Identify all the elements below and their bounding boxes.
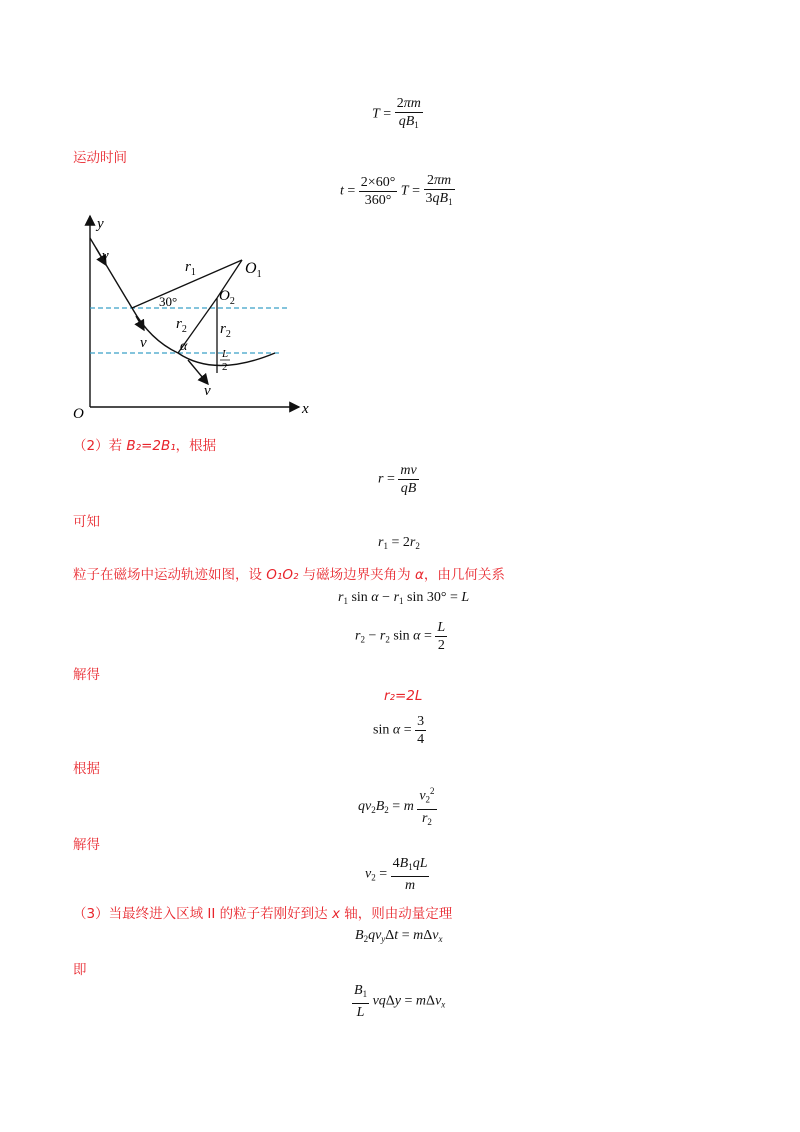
o2-label: $O_2$: [219, 288, 235, 307]
trajectory-text: [73, 563, 505, 583]
y-axis-label: y: [97, 216, 104, 232]
v-label-3: v: [204, 383, 211, 399]
part2-condition: B₂=2B₁: [126, 438, 176, 454]
equation-ratio: $r_1 = 2r_2$: [378, 535, 420, 551]
r2-result: r₂=2L: [384, 688, 423, 704]
r1-label: $r_1$: [185, 259, 196, 278]
arc1-arrow: [136, 316, 144, 330]
part2-text: [73, 434, 216, 454]
r2-left-label: $r_2$: [176, 316, 187, 335]
part3-text: [73, 902, 452, 922]
part2-prefix: （2）若: [73, 438, 127, 454]
equation-v2: $v_2$ = $\frac{4B_1qL}{m}$: [365, 856, 428, 893]
r2-right-label: $r_2$: [220, 321, 231, 340]
arc-region-1: [132, 308, 178, 353]
o1-label: $O_1$: [245, 260, 262, 280]
part3-x: x: [331, 906, 340, 922]
v-label-2: v: [140, 335, 147, 351]
v-label-1: v: [102, 248, 109, 264]
origin-label: O: [73, 406, 84, 422]
trajectory-text-b: 与磁场边界夹角为: [298, 567, 415, 583]
equation-geometry-2: $r_2 - r_2$ sin α = $\frac{L}{2}$: [355, 620, 446, 653]
equation-force: $qv_2B_2 = m$ $\frac{v_2^2}{r_2}$: [358, 783, 437, 831]
equation-geometry-1: $r_1$ $\sin \alpha - r_1$ sin 30° = L: [338, 590, 470, 606]
alpha-label: α: [180, 339, 188, 354]
x-axis-label: x: [302, 401, 309, 417]
trajectory-text-c: ，由几何关系: [423, 567, 505, 583]
equation-sin-alpha: sin α = $\frac{3}{4}$: [373, 714, 425, 747]
half-L-numerator: L: [222, 348, 229, 360]
label-according: 根据: [73, 761, 100, 777]
angle-30-label: 30°: [159, 294, 178, 309]
equation-impulse-2: $\frac{B_1}{L}$ vqΔy = mΔv$_x$: [354, 983, 446, 1020]
part3-text-b: 轴，则由动量定理: [339, 906, 453, 922]
part3-text-a: （3）当最终进入区域 II 的粒子若刚好到达: [73, 906, 332, 922]
trajectory-alpha: α: [414, 567, 424, 583]
label-namely: 即: [73, 962, 87, 978]
part2-suffix: ，根据: [175, 438, 217, 454]
trajectory-o1o2: O₁O₂: [266, 567, 299, 583]
label-motion-time: 运动时间: [73, 150, 127, 166]
label-solve-2: 解得: [73, 837, 100, 853]
equation-time: t = $\frac{2\times 60^\circ}{360^\circ}$ T = $\frac{2\pi m}{3qB_1}$: [340, 173, 453, 208]
equation-radius: r = $\frac{mv}{qB}$: [378, 463, 417, 496]
label-known: 可知: [73, 514, 100, 530]
trajectory-figure: [70, 210, 310, 425]
equation-impulse: $B_2qv_y\Delta t = m\Delta v_x$: [355, 928, 443, 944]
trajectory-text-a: 粒子在磁场中运动轨迹如图，设: [73, 567, 267, 583]
half-L-denominator: 2: [222, 361, 228, 373]
label-solve-1: 解得: [73, 667, 100, 683]
equation-period: T = $\frac{2\pi m}{qB_1}$: [372, 96, 421, 130]
